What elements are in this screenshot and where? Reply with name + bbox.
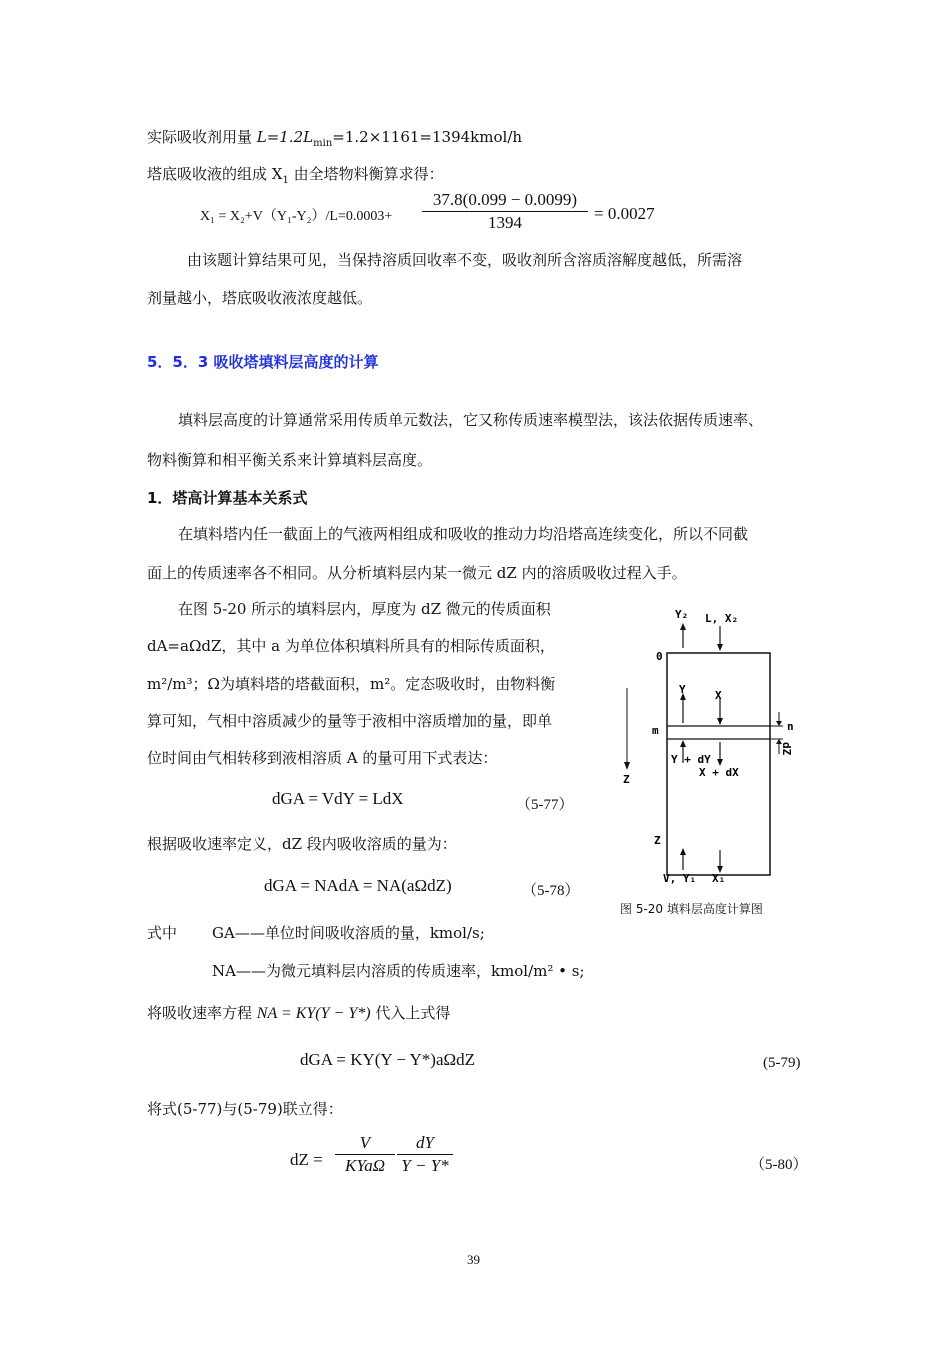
eq1-numerator: 37.8(0.099 − 0.0099) <box>422 190 588 212</box>
label-y: Y <box>679 683 686 696</box>
page-number: 39 <box>467 1252 480 1267</box>
definition-ga: GA——单位时间吸收溶质的量，kmol/s; <box>212 924 485 942</box>
actual-absorbent-line: 实际吸收剂用量 $L=1.2L_{min}=1.2\times 1161=1394kmol/h$ <box>147 128 523 149</box>
derivation-line-5: 位时间由气相转移到液相溶质 A 的量可用下式表达： <box>147 749 498 767</box>
derivation-line-3: m²/m³；Ω为填料塔的塔截面积，m²。定态吸收时，由物料衡 <box>147 675 556 693</box>
bottom-liquid-line: 塔底吸收液的组成 $X_1$ 由全塔物料衡算求得： <box>147 165 444 186</box>
definition-na: NA——为微元填料层内溶质的传质速率，kmol/m² • s; <box>212 962 585 980</box>
label-v-y1: V, Y₁ <box>663 872 697 885</box>
label-zero: 0 <box>656 650 663 663</box>
sub-heading: 1．塔高计算基本关系式 <box>147 489 308 507</box>
derivation-line-2: dA=aΩdZ，其中 a 为单位体积填料所具有的相际传质面积， <box>147 637 555 655</box>
label-x-plus-dx: X + dX <box>699 766 739 779</box>
conclusion-line-2: 剂量越小，塔底吸收液浓度越低。 <box>147 289 373 307</box>
eq-5-79-number: (5-79) <box>763 1055 801 1071</box>
label-dz: dZ <box>780 742 793 756</box>
label-y-plus-dy: Y + dY <box>671 753 711 766</box>
label-z-bottom: Z <box>654 834 661 847</box>
combine-line: 将式(5-77)与(5-79)联立得： <box>147 1100 343 1118</box>
label-l-x2: L, X₂ <box>705 612 739 625</box>
analysis-line-1: 在填料塔内任一截面上的气液两相组成和吸收的推动力均沿塔高连续变化，所以不同截 <box>178 525 749 543</box>
intro-line-1: 填料层高度的计算通常采用传质单元数法，它又称传质速率模型法，该法依据传质速率、 <box>178 411 764 429</box>
eq-5-77: dGA = VdY = LdX <box>272 789 404 808</box>
eq1-denominator: 1394 <box>488 213 522 232</box>
eq1-rhs: = 0.0027 <box>594 204 655 223</box>
derivation-line-4: 算可知，气相中溶质减少的量等于液相中溶质增加的量，即单 <box>147 712 553 730</box>
conclusion-line-1: 由该题计算结果可见，当保持溶质回收率不变，吸收剂所含溶质溶解度越低，所需溶 <box>187 251 743 269</box>
gas-in-arrow <box>680 848 686 855</box>
eq-5-80-fraction-2: $\frac{dY}{Y - Y*}$ <box>397 1133 453 1176</box>
label-y2: Y₂ <box>675 608 689 621</box>
eq-5-79: dGA = KY(Y − Y*)aΩdZ <box>300 1050 476 1069</box>
label-x1: X₁ <box>712 872 726 885</box>
definitions-prefix: 式中 <box>147 924 178 942</box>
figure-caption: 图 5-20 填料层高度计算图 <box>620 902 763 916</box>
packed-bed-figure <box>615 600 815 895</box>
eq-5-77-number: （5-77） <box>516 797 574 813</box>
eq-5-78-number: （5-78） <box>522 883 580 899</box>
eq-5-80-fraction-1: V KYaΩ <box>335 1133 395 1176</box>
analysis-line-2: 面上的传质速率各不相同。从分析填料层内某一微元 dZ 内的溶质吸收过程入手。 <box>147 564 687 582</box>
derivation-line-1: 在图 5-20 所示的填料层内，厚度为 dZ 微元的传质面积 <box>178 600 551 618</box>
eq-5-80-number: （5-80） <box>750 1157 808 1173</box>
section-title: 5．5．3 吸收塔填料层高度的计算 <box>147 353 379 371</box>
eq-5-78: dGA = NAdA = NA(aΩdZ) <box>264 876 452 895</box>
gas-out-arrow <box>680 623 686 630</box>
eq1-fraction <box>422 190 588 233</box>
label-m: m <box>652 724 659 737</box>
label-x: X <box>715 689 722 702</box>
label-n: n <box>787 720 794 733</box>
substitute-line: 将吸收速率方程 NA = KY(Y − Y*) 代入上式得 <box>147 1004 451 1022</box>
eq-5-80-lhs: dZ = <box>290 1150 323 1169</box>
liquid-in-arrow <box>717 644 723 651</box>
eq1-lhs: X₁ = X₂+V（Y₁-Y₂）/L=0.0003+ <box>200 209 393 224</box>
rate-definition-line: 根据吸收速率定义，dZ 段内吸收溶质的量为： <box>147 835 457 853</box>
intro-line-2: 物料衡算和相平衡关系来计算填料层高度。 <box>147 451 433 469</box>
label-z-axis: Z <box>623 773 630 786</box>
